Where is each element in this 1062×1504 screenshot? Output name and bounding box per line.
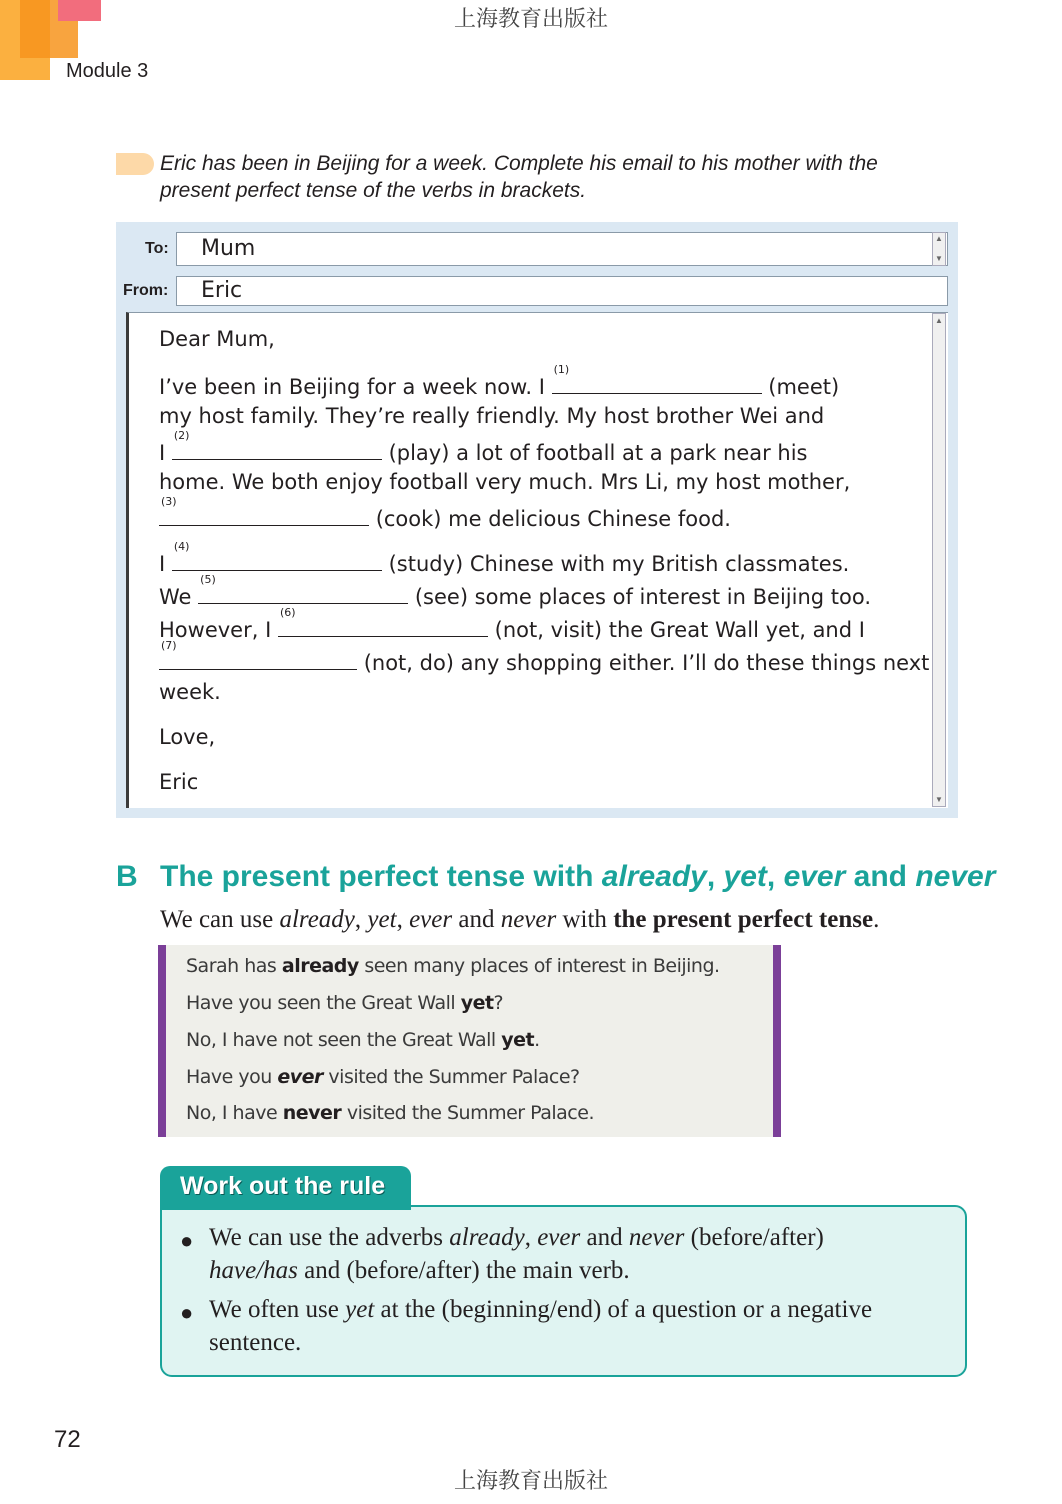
rule-line: have/has and (before/after) the main verb.	[209, 1257, 630, 1284]
scroll-down-icon[interactable]: ▼	[935, 795, 943, 804]
answer-blank-3[interactable]: (3)	[159, 503, 369, 526]
example-sentence: Have you ever visited the Summer Palace?	[186, 1066, 580, 1088]
section-title: The present perfect tense with already, yet, ever and never	[160, 860, 996, 893]
email-body[interactable]	[126, 312, 948, 808]
email-window	[116, 222, 958, 818]
email-line: (7) (not, do) any shopping either. I’ll do these things next	[161, 639, 930, 675]
email-line: week.	[159, 680, 221, 704]
section-intro: We can use already, yet, ever and never with the present perfect tense.	[160, 906, 880, 933]
section-letter: B	[116, 860, 138, 893]
answer-blank-1[interactable]: (1)	[552, 371, 762, 394]
email-signature: Eric	[159, 770, 199, 794]
from-field[interactable]: Eric	[176, 276, 948, 306]
email-line: home. We both enjoy football very much. Mrs Li, my host mother,	[159, 470, 851, 494]
bullet-icon: ●	[180, 1228, 194, 1253]
example-sentence: No, I have never visited the Summer Palace.	[186, 1102, 594, 1124]
example-sentence: Sarah has already seen many places of interest in Beijing.	[186, 955, 720, 977]
instruction-tab	[116, 153, 154, 175]
example-box	[158, 945, 781, 1137]
bullet-icon: ●	[180, 1300, 194, 1325]
rule-line: sentence.	[209, 1329, 302, 1356]
publisher-header: 上海教育出版社	[453, 7, 608, 32]
answer-blank-2[interactable]: (2)	[172, 437, 382, 460]
email-greeting: Dear Mum,	[159, 327, 275, 351]
email-line: I (4) (study) Chinese with my British classmates.	[159, 540, 850, 576]
email-line: We (5) (see) some places of interest in Beijing too.	[159, 573, 871, 609]
email-line: I’ve been in Beijing for a week now. I (1) (meet)	[159, 363, 840, 399]
example-sentence: Have you seen the Great Wall yet?	[186, 992, 504, 1014]
module-label: Module 3	[66, 60, 149, 82]
email-line: I (2) (play) a lot of football at a park near his	[159, 429, 808, 465]
email-line: (3) (cook) me delicious Chinese food.	[161, 495, 731, 531]
instruction: Eric has been in Beijing for a week. Complete his email to his mother with the present perfect tense of the verbs in brackets.	[160, 152, 878, 202]
from-label: From:	[123, 282, 169, 299]
to-label: To:	[145, 240, 169, 257]
scroll-up-icon[interactable]: ▲	[935, 316, 943, 325]
email-closing: Love,	[159, 725, 216, 749]
rule-title: Work out the rule	[180, 1172, 386, 1200]
rule-line: We often use yet at the (beginning/end) of a question or a negative	[209, 1296, 873, 1323]
answer-blank-6[interactable]: (6)	[278, 614, 488, 637]
to-scrollbar[interactable]	[932, 232, 946, 266]
body-scrollbar[interactable]	[932, 313, 946, 807]
email-line: my host family. They’re really friendly. My host brother Wei and	[159, 404, 825, 428]
answer-blank-7[interactable]: (7)	[159, 647, 357, 670]
rule-line: We can use the adverbs already, ever and never (before/after)	[209, 1224, 824, 1251]
scroll-up-icon[interactable]: ▲	[935, 234, 943, 243]
publisher-footer: 上海教育出版社	[453, 1469, 608, 1494]
to-field[interactable]: Mum	[176, 232, 948, 266]
scroll-down-icon[interactable]: ▼	[935, 254, 943, 263]
email-line: However, I (6) (not, visit) the Great Wall yet, and I	[159, 606, 865, 642]
page-number: 72	[54, 1426, 81, 1453]
answer-blank-5[interactable]: (5)	[198, 581, 408, 604]
answer-blank-4[interactable]: (4)	[172, 548, 382, 571]
example-sentence: No, I have not seen the Great Wall yet.	[186, 1029, 540, 1051]
